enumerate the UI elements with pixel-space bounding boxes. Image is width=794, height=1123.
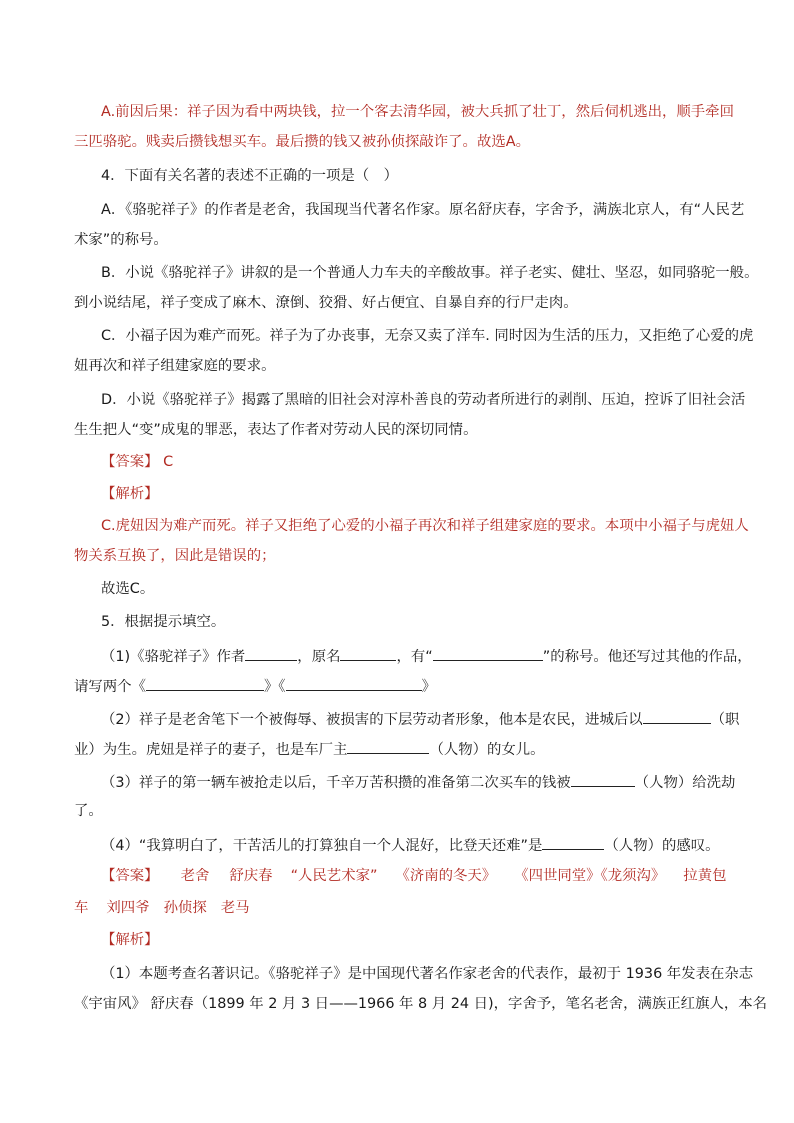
q4-option-a-line-1: A．《骆驼祥子》的作者是老舍，我国现当代著名作家。原名舒庆春，字舍予，满族北京人，有“人民艺 [101, 202, 745, 218]
answer-item: “人民艺术家” [290, 868, 378, 884]
text: ，有“ [396, 649, 433, 665]
q4-option-b-line-2: 到小说结尾，祥子变成了麻木、潦倒、狡猾、好占便宜、自暴自弃的行尸走肉。 [74, 295, 578, 311]
q4-option-d-line-2: 生生把人“变”成鬼的罪恶，表达了作者对劳动人民的深切同情。 [74, 422, 478, 438]
q5-answer-line-2 [74, 898, 722, 918]
blank [542, 834, 604, 850]
text: （人物）的女儿。 [429, 742, 545, 758]
q4-option-b-line-1: B．小说《骆驼祥子》讲叙的是一个普通人力车夫的辛酸故事。祥子老实、健壮、坚忍，如同骆驼一般。 [101, 265, 759, 281]
q5-analysis-line-1: （1）本题考查名著识记。《骆驼祥子》是中国现代著名作家老舍的代表作，最初于 1936 年发表在杂志 [101, 966, 754, 982]
blank [347, 738, 429, 754]
text: ”的称号。他还写过其他的作品， [542, 649, 752, 665]
text: （2）祥子是老舍笔下一个被侮辱、被损害的下层劳动者形象，他本是农民，进城后以 [101, 712, 643, 728]
blank [643, 708, 711, 724]
answer-item: 老舍 [180, 868, 210, 884]
blank [245, 645, 297, 661]
q5-part1-line-1 [101, 645, 752, 667]
q4-analysis-tag [101, 484, 721, 504]
text: 》《 [263, 679, 286, 695]
q5-analysis-line-2: 《宇宙风》 舒庆春（1899 年 2 月 3 日——1966 年 8 月 24 日)，字舍予，笔名老舍，满族正红旗人，本名 [74, 996, 768, 1012]
blank [433, 645, 543, 661]
answer-item: 舒庆春 [229, 868, 273, 884]
text: （职 [710, 712, 740, 728]
q4-option-c-line-1: C．小福子因为难产而死。祥子为了办丧事，无奈又卖了洋车. 同时因为生活的压力，又拒绝了心爱的虎 [101, 328, 754, 344]
text: （1)《骆驼祥子》作者 [101, 649, 246, 665]
q5-part4-line-1 [101, 834, 721, 856]
q5-part3-line-2: 了。 [74, 803, 103, 819]
text: 业）为生。虎妞是祥子的妻子，也是车厂主 [74, 742, 348, 758]
analysis-tag: 【解析】 [101, 486, 159, 502]
q5-part2-line-1 [101, 708, 740, 730]
answer-tag: 【答案】 [101, 454, 159, 470]
q5-analysis-tag [101, 930, 721, 950]
q4-analysis-line-1: C.虎妞因为难产而死。祥子又拒绝了心爱的小福子再次和祥子组建家庭的要求。本项中小福子与虎妞人 [101, 518, 749, 534]
q4-option-d-line-1: D．小说《骆驼祥子》揭露了黑暗的旧社会对淳朴善良的劳动者所进行的剥削、压迫，控诉了旧社会活 [101, 392, 746, 408]
blank [571, 771, 635, 787]
q5-part1-line-2 [74, 675, 722, 697]
q3-analysis-line-2: 三匹骆驼。贱卖后攒钱想买车。最后攒的钱又被孙侦探敲诈了。故选A。 [74, 134, 530, 150]
q4-conclusion: 故选C。 [101, 581, 155, 597]
answer-item: 车 [74, 900, 89, 916]
q5-part2-line-2 [74, 738, 722, 760]
q5-stem: 5．根据提示填空。 [101, 614, 226, 630]
text: 》 [421, 679, 436, 695]
q5-answer-line-1 [101, 866, 727, 886]
text: （3）祥子的第一辆车被抢走以后，千辛万苦积攒的准备第二次买车的钱被 [101, 775, 571, 791]
q4-answer [101, 452, 721, 472]
blank [286, 675, 422, 691]
answer-tag: 【答案】 [101, 868, 159, 884]
q3-analysis-line-1: A.前因后果：祥子因为看中两块钱，拉一个客去清华园，被大兵抓了壮丁，然后伺机逃出，顺手牵回 [101, 104, 734, 120]
blank [146, 675, 264, 691]
q5-part3-line-1 [101, 771, 736, 793]
q4-stem: 4．下面有关名著的表述不正确的一项是（ ） [101, 168, 398, 184]
text: （4）“我算明白了，干苦活儿的打算独自一个人混好，比登天还难”是 [101, 838, 543, 854]
answer-value: C [163, 454, 174, 470]
q4-analysis-line-2: 物关系互换了，因此是错误的； [74, 548, 276, 564]
text: （人物）给洗劫 [634, 775, 736, 791]
answer-item: 老马 [220, 900, 250, 916]
answer-item: 刘四爷 [106, 900, 150, 916]
text: 请写两个《 [74, 679, 146, 695]
answer-item: 拉黄包 [683, 868, 727, 884]
answer-item: 孙侦探 [163, 900, 207, 916]
analysis-tag: 【解析】 [101, 932, 159, 948]
answer-item: 《四世同堂》《龙须沟》 [514, 868, 666, 884]
text: ，原名 [297, 649, 341, 665]
blank [340, 645, 396, 661]
answer-item: 《济南的冬天》 [395, 868, 497, 884]
q4-option-a-line-2: 术家”的称号。 [74, 232, 168, 248]
text: （人物）的感叹。 [604, 838, 720, 854]
q4-option-c-line-2: 妞再次和祥子组建家庭的要求。 [74, 358, 276, 374]
